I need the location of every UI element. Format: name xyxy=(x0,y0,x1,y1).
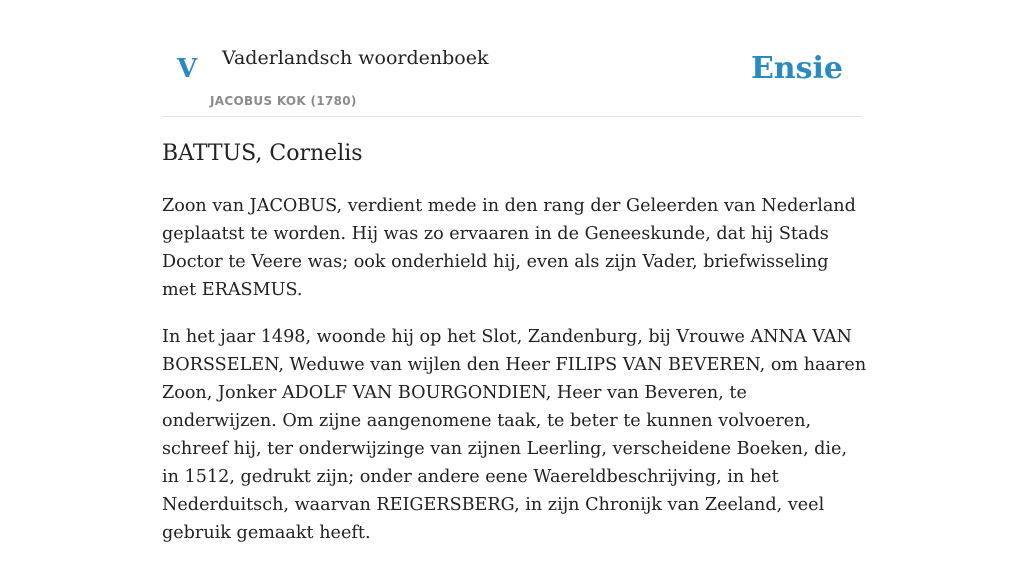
entry-title: BATTUS, Cornelis xyxy=(162,141,363,166)
header xyxy=(162,0,862,117)
book-logo-letter[interactable]: V xyxy=(177,54,198,84)
entry-paragraph-1: Zoon van JACOBUS, verdient mede in den rang der Geleerden van Nederland geplaatst te worden. Hij was zo ervaaren in de Geneeskunde, dat hij Stads Doctor te Veere was; ook onderhield hij, even als zijn Vader, briefwisseling met ERASMUS. xyxy=(162,196,856,300)
entry-content xyxy=(162,192,867,566)
book-title-link[interactable]: Vaderlandsch woordenboek xyxy=(222,47,489,69)
entry-paragraph-2: In het jaar 1498, woonde hij op het Slot, Zandenburg, bij Vrouwe ANNA VAN BORSSELEN, Weduwe van wijlen den Heer FILIPS VAN BEVEREN, om haaren Zoon, Jonker ADOLF VAN BOURGONDIEN, Heer van Beveren, te onderwijzen. Om zijne aangenomene taak, te beter te kunnen volvoeren, schreef hij, ter onderwijzinge van zijnen Leerling, verscheidene Boeken, die, in 1512, gedrukt zijn; onder andere eene Waereldbeschrijving, in het Nederduitsch, waarvan REIGERSBERG, in zijn Chronijk van Zeeland, veel gebruik gemaakt heeft. xyxy=(162,327,867,543)
book-author: JACOBUS KOK (1780) xyxy=(210,94,357,108)
brand-logo-link[interactable]: Ensie xyxy=(750,51,843,86)
